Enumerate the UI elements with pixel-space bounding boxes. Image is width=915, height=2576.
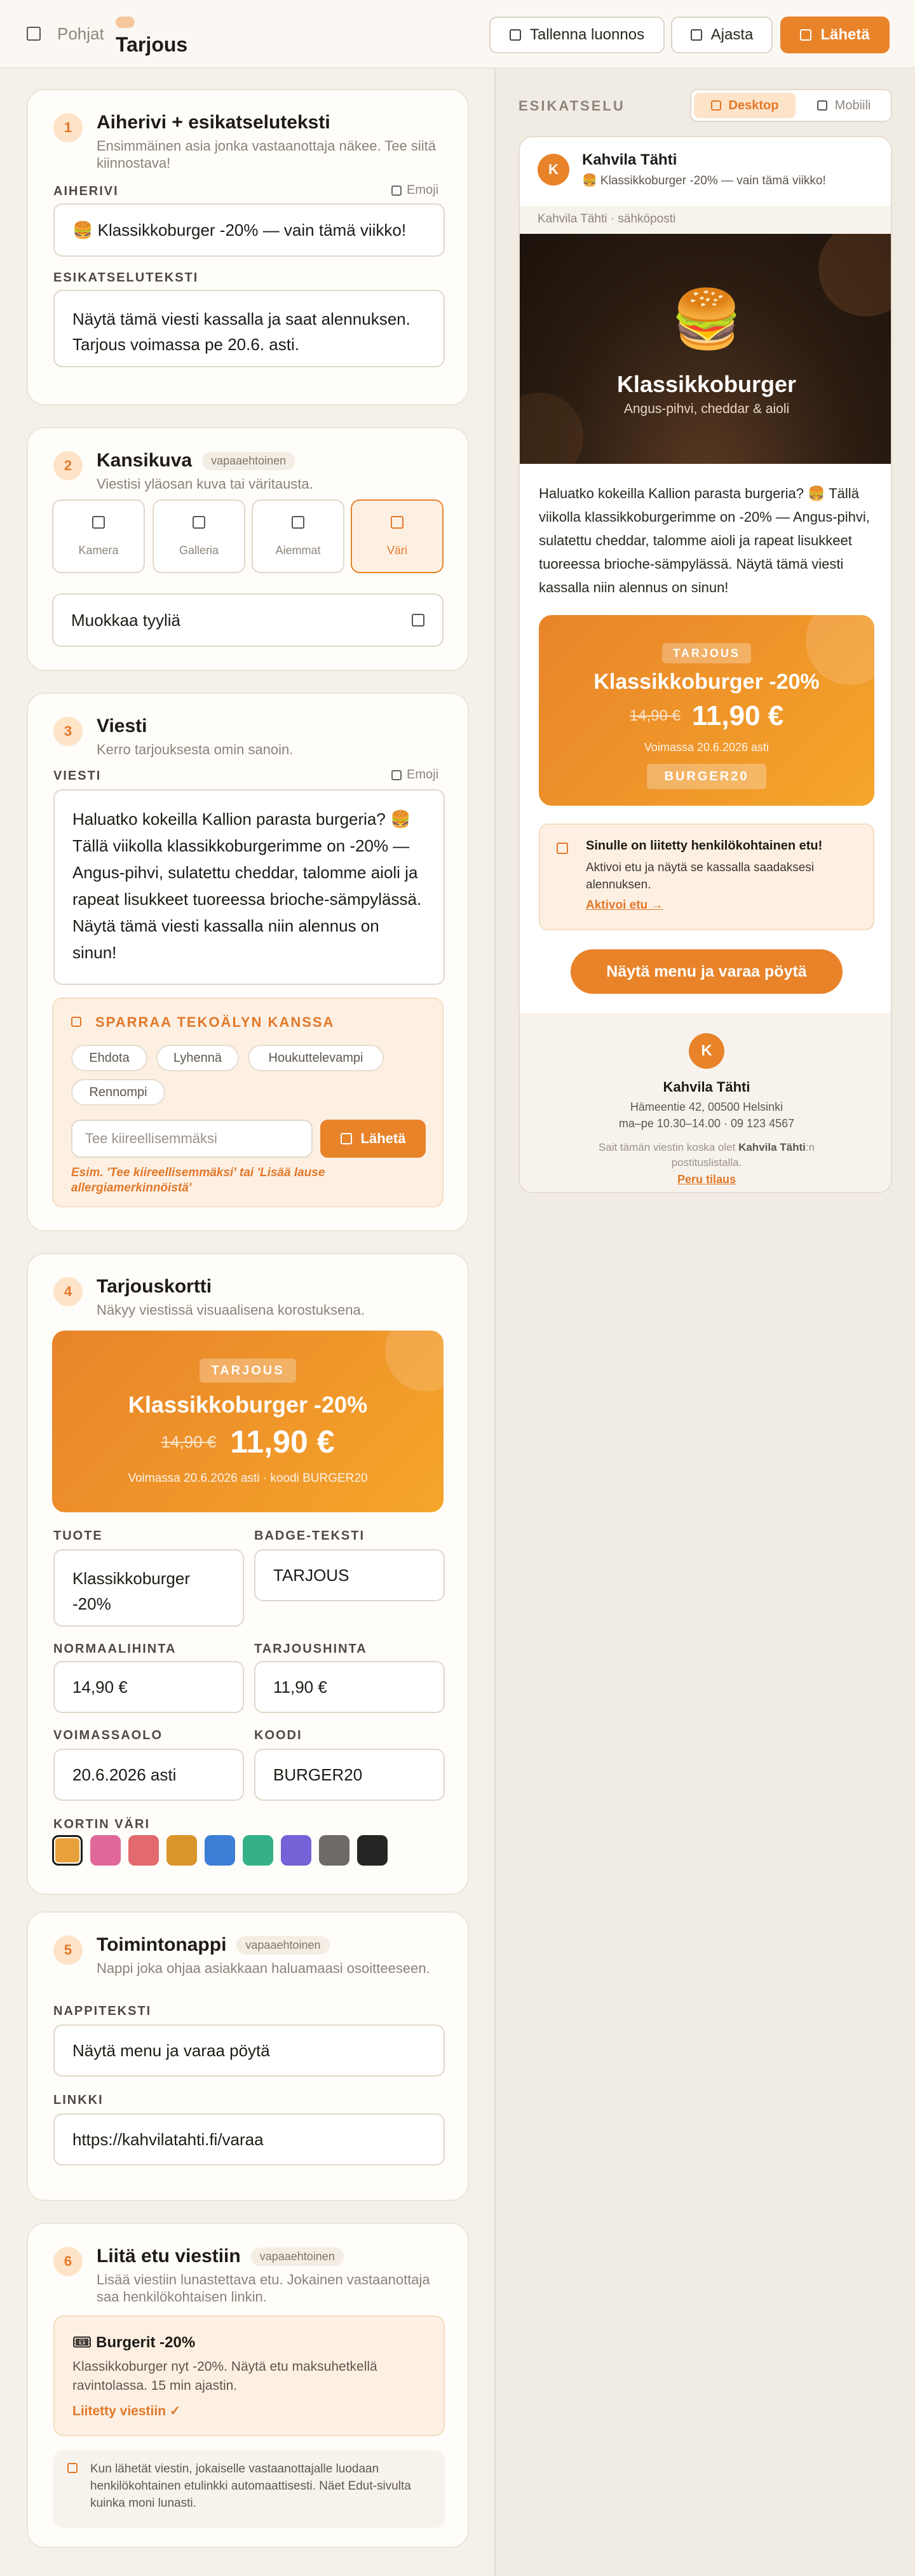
device-mobile-tab[interactable]: Mobiili: [798, 93, 890, 118]
email-offer-code: BURGER20: [647, 764, 766, 789]
email-offer-valid: Voimassa 20.6.2026 asti: [644, 741, 769, 754]
camera-icon: [92, 516, 105, 529]
email-benefit-title: Sinulle on liitetty henkilökohtainen etu!: [586, 839, 823, 853]
sender-avatar: K: [538, 154, 569, 186]
color-swatch[interactable]: [205, 1835, 235, 1866]
cover-option-previous[interactable]: Aiemmat: [252, 499, 344, 573]
color-swatch[interactable]: [357, 1835, 388, 1866]
color-swatch[interactable]: [90, 1835, 121, 1866]
offer-card-preview: [52, 1331, 444, 1512]
emoji-icon: [391, 770, 402, 780]
ai-title: SPARRAA TEKOÄLYN KANSSA: [95, 1014, 335, 1030]
footer-hours: ma–pe 10.30–14.00 · 09 123 4567: [618, 1117, 795, 1130]
section-title: Toimintonappi vapaaehtoinen: [97, 1934, 330, 1956]
code-label: KOODI: [254, 1728, 302, 1742]
step-number: 3: [53, 717, 83, 746]
cover-option-color[interactable]: Väri: [351, 499, 444, 573]
section-title: Tarjouskortti: [97, 1276, 212, 1297]
optional-badge: vapaaehtoinen: [251, 2247, 344, 2266]
color-swatch[interactable]: [319, 1835, 349, 1866]
offer-price-label: TARJOUSHINTA: [254, 1642, 367, 1656]
email-offer-badge: TARJOUS: [662, 643, 751, 663]
gift-icon: [557, 843, 568, 854]
footer-avatar: K: [689, 1033, 724, 1069]
section-title: Kansikuva vapaaehtoinen: [97, 450, 295, 471]
send-icon: [341, 1133, 352, 1144]
cover-option-camera[interactable]: Kamera: [52, 499, 145, 573]
email-offer-old-price: 14,90 €: [629, 707, 681, 724]
send-button[interactable]: Lähetä: [780, 17, 890, 53]
link-input[interactable]: https://kahvilatahti.fi/varaa: [53, 2113, 445, 2166]
section-subtitle: Kerro tarjouksesta omin sanoin.: [97, 742, 294, 757]
optional-badge: vapaaehtoinen: [236, 1936, 329, 1955]
section-title: Viesti: [97, 715, 147, 736]
email-footer: [520, 1013, 892, 1193]
emoji-picker-button[interactable]: Emoji: [391, 768, 438, 782]
offer-badge: TARJOUS: [200, 1359, 296, 1383]
email-offer-product: Klassikkoburger -20%: [593, 670, 820, 694]
email-subject: 🍔 Klassikkoburger -20% — vain tämä viikko!: [582, 174, 826, 187]
product-label: TUOTE: [53, 1529, 103, 1543]
desktop-icon: [711, 100, 721, 111]
link-label: LINKKI: [53, 2093, 104, 2107]
emoji-picker-button[interactable]: Emoji: [391, 183, 438, 198]
email-benefit-box: [539, 824, 874, 930]
color-swatch[interactable]: [243, 1835, 273, 1866]
ai-hint: Esim. 'Tee kiireellisemmäksi' tai 'Lisää lause allergiamerkinnöistä': [71, 1166, 325, 1195]
benefit-info-text: Kun lähetät viestin, jokaiselle vastaanottajalle luodaan henkilökohtainen etulinkki automaattisesti. Näet Edut-sivulta kuinka moni lunasti.: [90, 2462, 411, 2510]
button-text-label: NAPPITEKSTI: [53, 2004, 152, 2018]
footer-name: Kahvila Tähti: [663, 1079, 750, 1095]
email-hero: [520, 234, 892, 464]
info-icon: [67, 2463, 78, 2473]
benefit-attached-status: Liitetty viestiin ✓: [72, 2404, 181, 2418]
offer-old-price: 14,90 €: [161, 1432, 217, 1451]
section-subject: [27, 89, 469, 405]
email-benefit-description: Aktivoi etu ja näytä se kassalla saadaksesi alennuksen.: [586, 861, 815, 891]
gallery-icon: [193, 516, 205, 529]
email-body: Haluatko kokeilla Kallion parasta burgeria? 🍔 Tällä viikolla klassikkoburgerimme on -20% — Angus-pihvi, sulatettu cheddar, talomme aioli ja rapeat lisukkeet tuoreessa brioche-sämpylässä. Näytä tämä viesti kassalla niin alennus on sinun!: [539, 485, 870, 595]
send-icon: [800, 29, 811, 41]
save-icon: [510, 29, 521, 41]
step-number: 4: [53, 1277, 83, 1306]
offer-new-price: 11,90 €: [230, 1424, 335, 1460]
email-offer-card: [539, 615, 874, 806]
email-cta-button[interactable]: Näytä menu ja varaa pöytä: [571, 949, 843, 994]
sparkle-icon: [71, 1017, 81, 1027]
benefit-info-box: [53, 2450, 445, 2528]
footer-address: Hämeentie 42, 00500 Helsinki: [630, 1101, 783, 1113]
color-swatch[interactable]: [166, 1835, 197, 1866]
menu-icon[interactable]: [27, 27, 41, 41]
hero-title: Klassikkoburger: [616, 371, 797, 397]
step-number: 2: [53, 451, 83, 480]
activate-benefit-link[interactable]: Aktivoi etu →: [586, 898, 663, 912]
ai-chip-more-appealing[interactable]: Houkuttelevampi: [248, 1045, 384, 1071]
preview-text-input[interactable]: Näytä tämä viesti kassalla ja saat alennuksen. Tarjous voimassa pe 20.6. asti.: [53, 290, 445, 367]
ai-send-button[interactable]: Lähetä: [320, 1120, 426, 1158]
color-icon: [391, 516, 403, 529]
section-attach-benefit: [27, 2223, 469, 2548]
step-number: 1: [53, 113, 83, 142]
step-number: 5: [53, 1935, 83, 1965]
attached-benefit-card[interactable]: [53, 2315, 445, 2436]
section-subtitle: Ensimmäinen asia jonka vastaanottaja näkee. Tee siitä kiinnostava!: [97, 138, 437, 171]
email-preview: [518, 136, 892, 1193]
message-textarea[interactable]: Haluatko kokeilla Kallion parasta burgeria? 🍔 Tällä viikolla klassikkoburgerimme on -20% — Angus-pihvi, sulatettu cheddar, talomme aioli ja rapeat lisukkeet tuoreessa brioche-sämpylässä. Näytä tämä viesti kassalla niin alennus on sinun!: [53, 789, 445, 985]
device-toggle: [690, 89, 892, 122]
preview-label: ESIKATSELU: [518, 98, 625, 114]
hero-subtitle: Angus-pihvi, cheddar & aioli: [623, 402, 790, 416]
schedule-button[interactable]: Ajasta: [671, 17, 773, 53]
email-header: [520, 137, 892, 206]
preview-text-label: ESIKATSELUTEKSTI: [53, 271, 199, 285]
history-icon: [292, 516, 304, 529]
product-input[interactable]: Klassikkoburger -20%: [53, 1549, 244, 1627]
device-desktop-tab[interactable]: Desktop: [694, 93, 796, 118]
normal-price-input[interactable]: 14,90 €: [53, 1661, 244, 1713]
hero-burger-icon: 🍔: [670, 288, 743, 351]
card-color-label: KORTIN VÄRI: [53, 1817, 150, 1831]
edit-icon: [412, 614, 424, 627]
color-swatch[interactable]: [52, 1835, 83, 1866]
section-title: Liitä etu viestiin vapaaehtoinen: [97, 2246, 344, 2267]
benefit-title: 🎟 Burgerit -20%: [72, 2334, 196, 2351]
ai-prompt-input[interactable]: Tee kiireellisemmäksi: [71, 1120, 313, 1158]
message-label: VIESTI: [53, 769, 102, 783]
section-title: Aiherivi + esikatseluteksti: [97, 112, 330, 133]
edit-style-button[interactable]: Muokkaa tyyliä: [52, 593, 444, 647]
ai-assistant-box: [52, 998, 444, 1207]
section-subtitle: Lisää viestiin lunastettava etu. Jokainen vastaanottaja saa henkilökohtaisen linkin.: [97, 2272, 430, 2305]
color-swatch[interactable]: [128, 1835, 159, 1866]
offer-product: Klassikkoburger -20%: [128, 1392, 368, 1418]
mobile-icon: [817, 100, 827, 111]
button-text-input[interactable]: Näytä menu ja varaa pöytä: [53, 2024, 445, 2077]
save-draft-button[interactable]: Tallenna luonnos: [489, 17, 665, 53]
top-bar: [0, 0, 915, 69]
offer-price-input[interactable]: 11,90 €: [254, 1661, 445, 1713]
optional-badge: vapaaehtoinen: [202, 452, 295, 470]
section-subtitle: Viestisi yläosan kuva tai väritausta.: [97, 476, 313, 492]
email-offer-new-price: 11,90 €: [691, 700, 784, 731]
breadcrumb-templates[interactable]: Pohjat: [57, 24, 104, 43]
benefit-description: Klassikkoburger nyt -20%. Näytä etu maksuhetkellä ravintolassa. 15 min ajastin.: [72, 2359, 377, 2393]
sender-name: Kahvila Tähti: [582, 151, 677, 168]
clock-icon: [691, 29, 702, 41]
unsubscribe-link[interactable]: Peru tilaus: [677, 1173, 736, 1186]
subject-input[interactable]: 🍔 Klassikkoburger -20% — vain tämä viikko!: [53, 203, 445, 257]
validity-label: VOIMASSAOLO: [53, 1728, 163, 1742]
badge-text-label: BADGE-TEKSTI: [254, 1529, 365, 1543]
ai-chip-shorten[interactable]: Lyhennä: [156, 1045, 239, 1071]
email-meta: Kahvila Tähti · sähköposti: [520, 206, 892, 234]
emoji-icon: [391, 186, 402, 196]
code-input[interactable]: BURGER20: [254, 1749, 445, 1801]
badge-text-input[interactable]: TARJOUS: [254, 1549, 445, 1601]
normal-price-label: NORMAALIHINTA: [53, 1642, 177, 1656]
step-number: 6: [53, 2247, 83, 2276]
subject-label: AIHERIVI: [53, 184, 119, 198]
ai-chip-suggest[interactable]: Ehdota: [71, 1045, 147, 1071]
section-subtitle: Nappi joka ohjaa asiakkaan haluamaasi osoitteeseen.: [97, 1960, 430, 1976]
ai-chip-casual[interactable]: Rennompi: [71, 1079, 165, 1106]
validity-input[interactable]: 20.6.2026 asti: [53, 1749, 244, 1801]
cover-option-gallery[interactable]: Galleria: [152, 499, 245, 573]
section-cta-button: [27, 1911, 469, 2201]
color-swatch[interactable]: [281, 1835, 311, 1866]
template-tag-icon: [116, 17, 135, 28]
section-subtitle: Näkyy viestissä visuaalisena korostuksena.: [97, 1302, 365, 1318]
page-title: Tarjous: [116, 33, 188, 56]
footer-note: Sait tämän viestin koska olet Kahvila Tähti:n postituslistalla.: [598, 1141, 815, 1169]
offer-footer: Voimassa 20.6.2026 asti · koodi BURGER20: [128, 1472, 368, 1485]
